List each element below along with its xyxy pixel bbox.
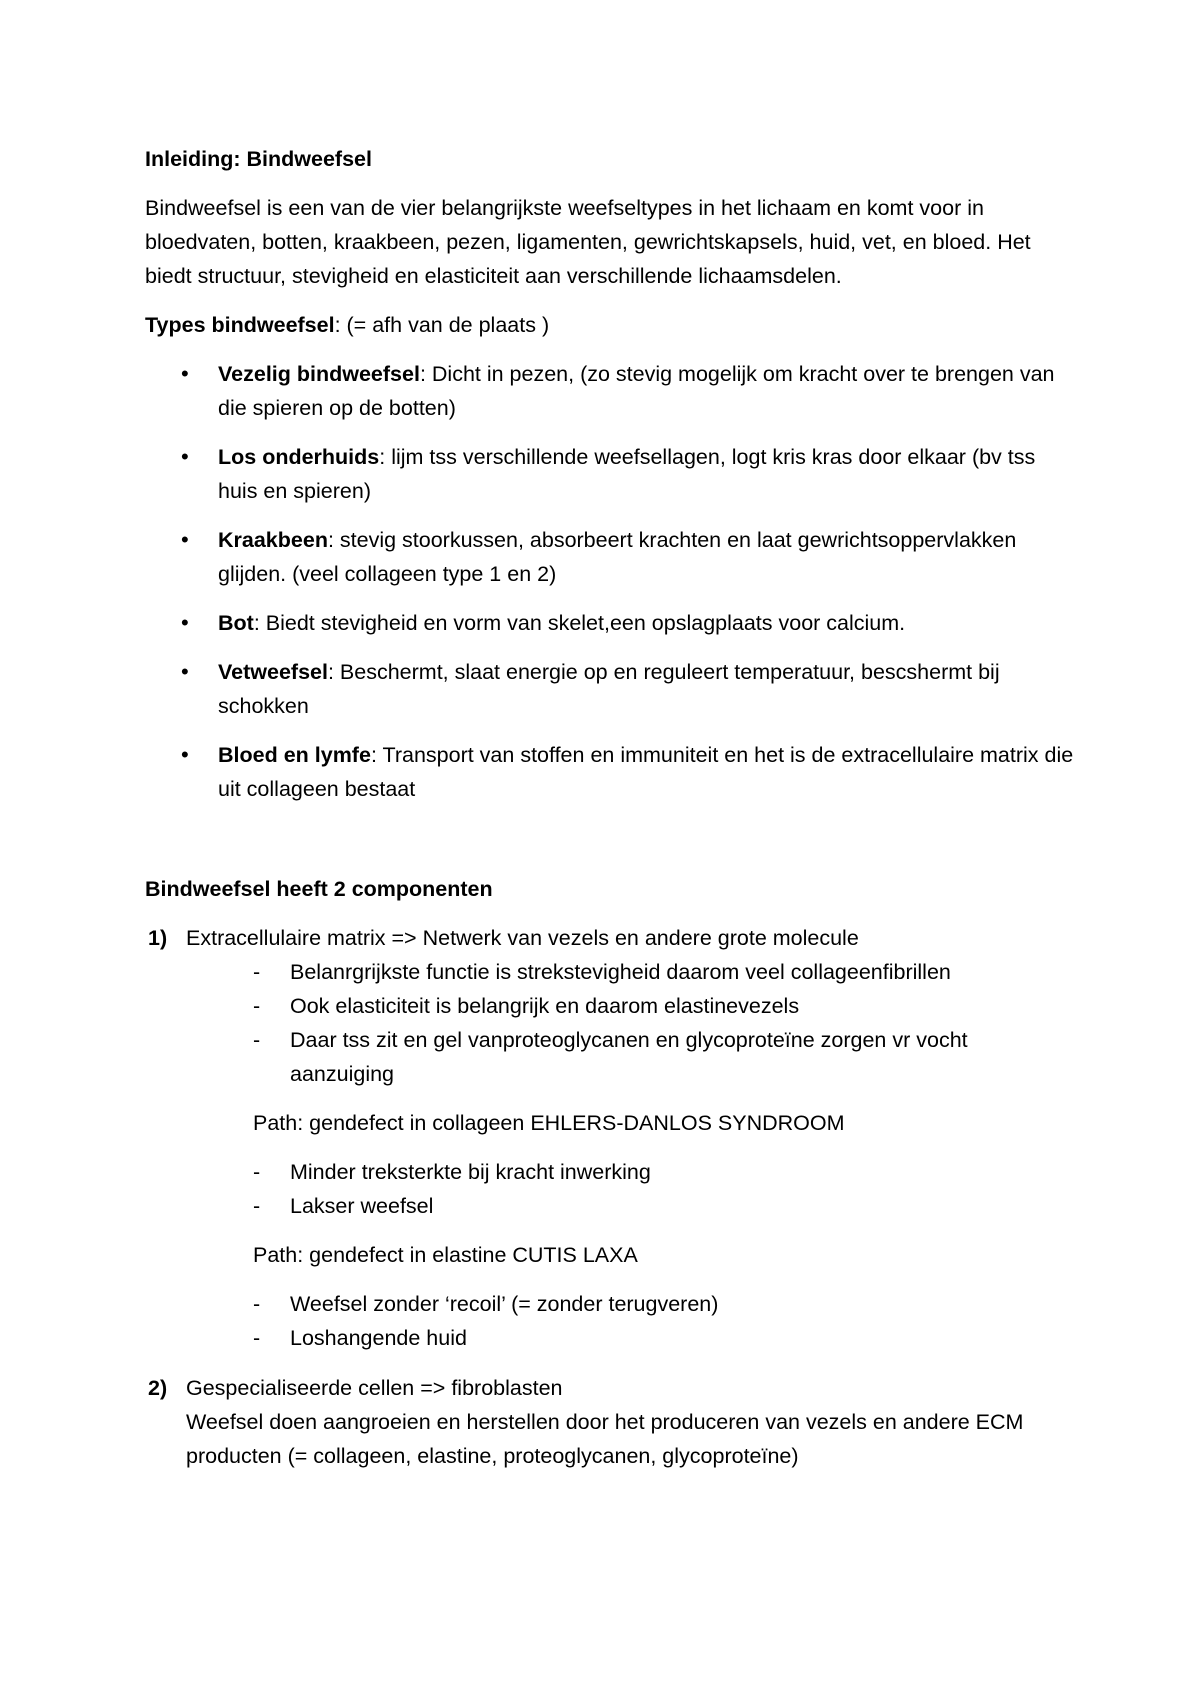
list-item-term: Vetweefsel bbox=[218, 660, 328, 684]
spacer bbox=[145, 821, 1075, 872]
dash-item: - Belanrgrijkste functie is strekstevigheid daarom veel collageenfibrillen bbox=[145, 955, 1075, 989]
list-item-text: : Beschermt, slaat energie op en reguleert temperatuur, bescshermt bij schokken bbox=[218, 660, 1000, 718]
component-1-text: Extracellulaire matrix => Netwerk van vezels en andere grote molecule bbox=[186, 926, 859, 950]
types-heading bbox=[145, 308, 1075, 342]
list-item bbox=[145, 606, 1075, 640]
ehlers-danlos-dash-list bbox=[145, 1155, 1075, 1223]
types-list bbox=[145, 357, 1075, 806]
list-item-text: : Transport van stoffen en immuniteit en het is de extracellulaire matrix die uit collageen bestaat bbox=[218, 743, 1074, 801]
dash-item: - Minder treksterkte bij kracht inwerking bbox=[145, 1155, 1075, 1189]
list-item-term: Bot bbox=[218, 611, 254, 635]
component-1-number: 1) bbox=[148, 926, 168, 950]
list-item-term: Vezelig bindweefsel bbox=[218, 362, 420, 386]
path-note-ehlers-danlos: Path: gendefect in collageen EHLERS-DANLOS SYNDROOM bbox=[253, 1111, 845, 1135]
intro-paragraph: Bindweefsel is een van de vier belangrijkste weefseltypes in het lichaam en komt voor in bloedvaten, botten, kraakbeen, pezen, ligamenten, gewrichtskapsels, huid, vet, en bloed. Het biedt structuur, stevigheid en elasticiteit aan verschillende lichaamsdelen. bbox=[145, 196, 1031, 288]
list-item-term: Bloed en lymfe bbox=[218, 743, 371, 767]
spacer bbox=[145, 1355, 1075, 1371]
component-2-number: 2) bbox=[148, 1376, 168, 1400]
document-title: Inleiding: Bindweefsel bbox=[145, 147, 372, 171]
component-1-dash-list bbox=[145, 955, 1075, 1091]
list-item bbox=[145, 655, 1075, 723]
component-1 bbox=[145, 921, 1075, 955]
list-item-text: : Dicht in pezen, (zo stevig mogelijk om kracht over te brengen van die spieren op de botten) bbox=[218, 362, 1055, 420]
dash-item: - Lakser weefsel bbox=[145, 1189, 1075, 1223]
list-item bbox=[145, 738, 1075, 806]
components-heading: Bindweefsel heeft 2 componenten bbox=[145, 877, 493, 901]
dash-item: - Daar tss zit en gel vanproteoglycanen en glycoproteïne zorgen vr vocht aanzuiging bbox=[145, 1023, 1075, 1091]
types-heading-rest: : (= afh van de plaats ) bbox=[334, 313, 550, 337]
component-2-line2: Weefsel doen aangroeien en herstellen door het produceren van vezels en andere ECM producten (= collageen, elastine, proteoglycanen, glycoproteïne) bbox=[186, 1410, 1024, 1468]
cutis-laxa-dash-list bbox=[145, 1287, 1075, 1355]
dash-item: - Ook elasticiteit is belangrijk en daarom elastinevezels bbox=[145, 989, 1075, 1023]
types-heading-bold: Types bindweefsel bbox=[145, 313, 335, 337]
list-item-text: : Biedt stevigheid en vorm van skelet,een opslagplaats voor calcium. bbox=[253, 611, 906, 635]
list-item bbox=[145, 523, 1075, 591]
list-item-text: : lijm tss verschillende weefsellagen, logt kris kras door elkaar (bv tss huis en spieren) bbox=[218, 445, 1036, 503]
dash-item: - Loshangende huid bbox=[145, 1321, 1075, 1355]
component-2 bbox=[145, 1371, 1075, 1473]
list-item-text: : stevig stoorkussen, absorbeert krachten en laat gewrichtsoppervlakken glijden. (veel collageen type 1 en 2) bbox=[218, 528, 1017, 586]
list-item bbox=[145, 357, 1075, 425]
list-item bbox=[145, 440, 1075, 508]
path-note-cutis-laxa: Path: gendefect in elastine CUTIS LAXA bbox=[253, 1243, 638, 1267]
list-item-term: Kraakbeen bbox=[218, 528, 328, 552]
component-2-line1: Gespecialiseerde cellen => fibroblasten bbox=[186, 1376, 563, 1400]
list-item-term: Los onderhuids bbox=[218, 445, 380, 469]
dash-item: - Weefsel zonder ‘recoil’ (= zonder terugveren) bbox=[145, 1287, 1075, 1321]
document-page bbox=[145, 142, 1075, 1473]
